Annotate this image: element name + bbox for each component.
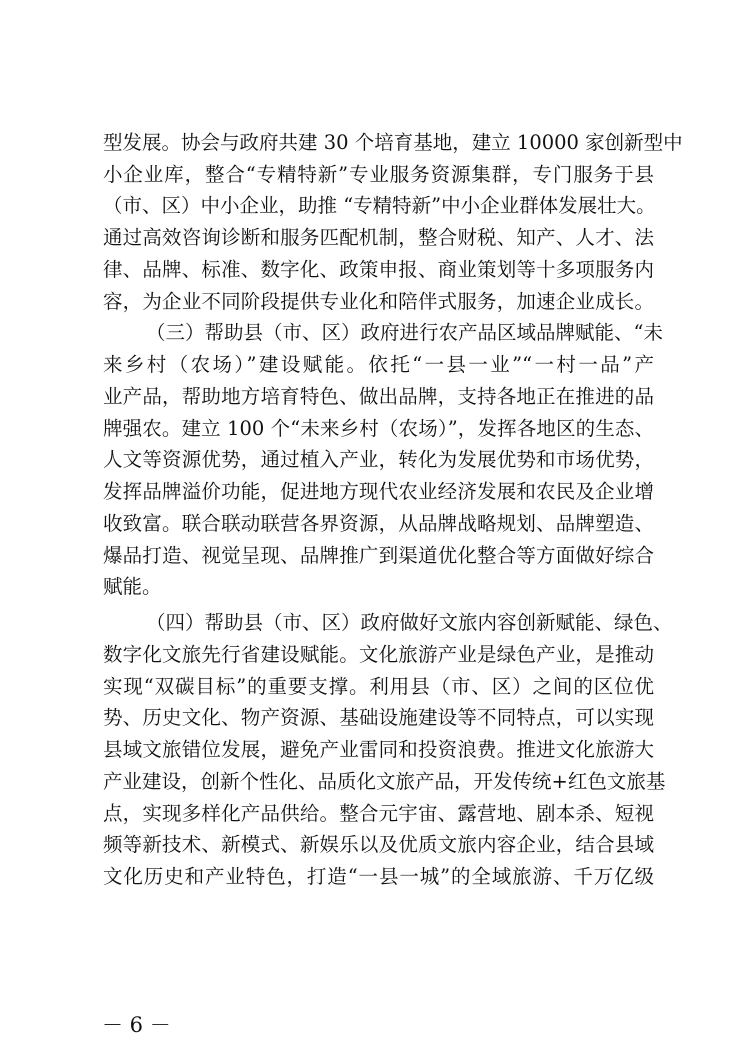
paragraph-3-line-6: 产业建设，创新个性化、品质化文旅产品，开发传统+红色文旅基 (103, 770, 666, 793)
paragraph-2-line-8: 爆品打造、视觉呈现、品牌推广到渠道优化整合等方面做好综合 (103, 544, 654, 567)
paragraph-3-line-5: 县域文旅错位发展，避免产业雷同和投资浪费。推进文化旅游大 (103, 738, 654, 761)
paragraph-3-line-8: 频等新技术、新模式、新娱乐以及优质文旅内容企业，结合县域 (103, 833, 654, 856)
paragraph-2-line-5: 人文等资源优势，通过植入产业，转化为发展优势和市场优势， (103, 448, 654, 471)
paragraph-2-line-3: 业产品，帮助地方培育特色、做出品牌，支持各地正在推进的品 (103, 385, 654, 408)
paragraph-3-line-1: （四）帮助县（市、区）政府做好文旅内容创新赋能、绿色、 (146, 611, 673, 634)
paragraph-2-line-1: （三）帮助县（市、区）政府进行农产品区域品牌赋能、“未 (146, 321, 663, 344)
paragraph-1-line-5: 律、品牌、标准、数字化、政策申报、商业策划等十多项服务内 (103, 258, 654, 281)
paragraph-3-line-4: 势、历史文化、物产资源、基础设施建设等不同特点，可以实现 (103, 706, 654, 729)
paragraph-2-line-7: 收致富。联合联动联营各界资源，从品牌战略规划、品牌塑造、 (103, 512, 654, 535)
paragraph-2-line-2: 来乡村（农场）”建设赋能。依托“一县一业”“一村一品”产 (103, 353, 654, 376)
paragraph-3-line-7: 点，实现多样化产品供给。整合元宇宙、露营地、剧本杀、短视 (103, 802, 654, 825)
paragraph-3-line-2: 数字化文旅先行省建设赋能。文化旅游产业是绿色产业，是推动 (103, 643, 654, 666)
paragraph-1-line-4: 通过高效咨询诊断和服务匹配机制，整合财税、知产、人才、法 (103, 226, 654, 249)
paragraph-3-line-9: 文化历史和产业特色，打造“一县一城”的全域旅游、千万亿级 (103, 865, 654, 888)
paragraph-1-line-1: 型发展。协会与政府共建 30 个培育基地，建立 10000 家创新型中 (103, 131, 683, 154)
paragraph-2-line-4: 牌强农。建立 100 个“未来乡村（农场）”，发挥各地区的生态、 (103, 417, 654, 440)
page-number: － 6 － (102, 1013, 171, 1037)
paragraph-2-line-6: 发挥品牌溢价功能，促进地方现代农业经济发展和农民及企业增 (103, 480, 654, 503)
paragraph-3-line-3: 实现“双碳目标”的重要支撑。利用县（市、区）之间的区位优 (103, 675, 654, 698)
paragraph-1-line-3: （市、区）中小企业，助推 “专精特新”中小企业群体发展壮大。 (103, 194, 656, 217)
paragraph-1-line-6: 容，为企业不同阶段提供专业化和陪伴式服务，加速企业成长。 (103, 290, 654, 313)
paragraph-2-line-9: 赋能。 (103, 575, 162, 598)
paragraph-1-line-2: 小企业库，整合“专精特新”专业服务资源集群，专门服务于县 (103, 163, 654, 186)
